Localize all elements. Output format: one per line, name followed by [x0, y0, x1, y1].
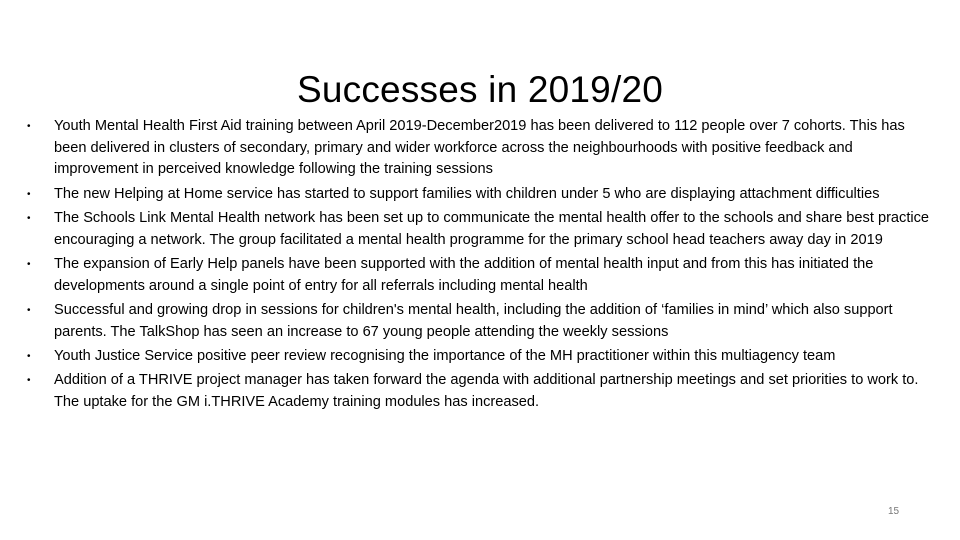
list-item [27, 300, 934, 343]
list-item [27, 116, 934, 181]
bullet-list [27, 116, 934, 416]
bullet-icon: • [27, 188, 31, 200]
bullet-icon: • [27, 121, 31, 132]
bullet-text: Successful and growing drop in sessions for children's mental health, including the addition of ‘families in mind’ which also support parents. The TalkShop has seen an increase to 67 young people attending the weekly sessions [54, 302, 893, 340]
list-item [27, 254, 934, 297]
bullet-icon: • [27, 305, 31, 316]
bullet-icon: • [27, 375, 31, 387]
bullet-text: The Schools Link Mental Health network has been set up to communicate the mental health offer to the schools and share best practice encouraging a network. The group facilitated a mental health programme for the primary school head teachers away day in 2019 [54, 210, 930, 248]
bullet-text: The new Helping at Home service has started to support families with children under 5 who are displaying attachment difficulties [54, 185, 880, 202]
list-item [27, 184, 934, 206]
page-number: 15 [888, 506, 900, 517]
bullet-icon: • [27, 213, 31, 224]
list-item [27, 208, 934, 251]
bullet-text: The expansion of Early Help panels have been supported with the addition of mental health input and from this has initiated the developments around a single point of entry for all referrals including mental health [54, 256, 874, 294]
bullet-text: Youth Justice Service positive peer review recognising the importance of the MH practitioner within this multiagency team [54, 348, 836, 364]
bullet-text: Youth Mental Health First Aid training between April 2019-December2019 has been delivered to 112 people over 7 cohorts. This has been delivered in clusters of secondary, primary and wider workforce across the neighbourhoods with positive feedback and improvement in perceived knowledge following the training sessions [54, 118, 905, 178]
bullet-icon: • [27, 259, 31, 270]
bullet-text: Addition of a THRIVE project manager has taken forward the agenda with additional partnership meetings and set priorities to work to. The uptake for the GM i.THRIVE Academy training modules has increased. [54, 372, 919, 410]
slide-title: Successes in 2019/20 [296, 68, 663, 110]
list-item [27, 370, 934, 413]
list-item [27, 346, 934, 368]
bullet-icon: • [27, 351, 31, 362]
